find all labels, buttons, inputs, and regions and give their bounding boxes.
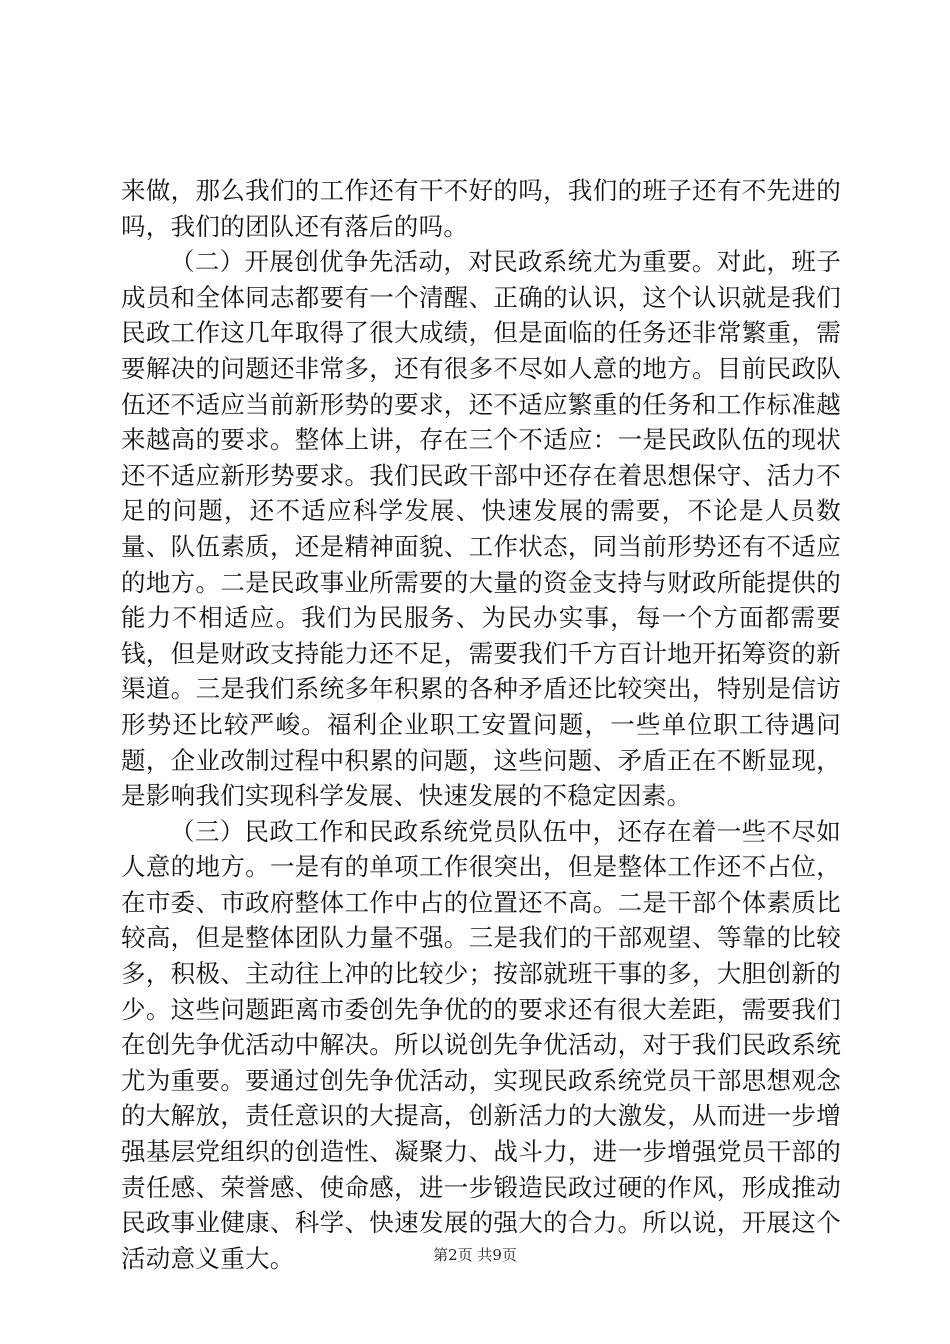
document-body — [121, 173, 841, 1276]
paragraph-section-two: （二）开展创优争先活动，对民政系统尤为重要。对此，班子成员和全体同志都要有一个清醒、正确的认识，这个认识就是我们民政工作这几年取得了很大成绩，但是面临的任务还非常繁重，需要解决的问题还非常多，还有很多不尽如人意的地方。目前民政队伍还不适应当前新形势的要求，还不适应繁重的任务和工作标准越来越高的要求。整体上讲，存在三个不适应：一是民政队伍的现状还不适应新形势要求。我们民政干部中还存在着思想保守、活力不足的问题，还不适应科学发展、快速发展的需要，不论是人员数量、队伍素质，还是精神面貌、工作状态，同当前形势还有不适应的地方。二是民政事业所需要的大量的资金支持与财政所能提供的能力不相适应。我们为民服务、为民办实事，每一个方面都需要钱，但是财政支持能力还不足，需要我们千方百计地开拓筹资的新渠道。三是我们系统多年积累的各种矛盾还比较突出，特别是信访形势还比较严峻。福利企业职工安置问题，一些单位职工待遇问题，企业改制过程中积累的问题，这些问题、矛盾正在不断显现，是影响我们实现科学发展、快速发展的不稳定因素。 — [121, 247, 841, 811]
paragraph-section-three: （三）民政工作和民政系统党员队伍中，还存在着一些不尽如人意的地方。一是有的单项工作很突出，但是整体工作还不占位，在市委、市政府整体工作中占的位置还不高。二是干部个体素质比较高，但是整体团队力量不强。三是我们的干部观望、等靠的比较多，积极、主动往上冲的比较少；按部就班干事的多，大胆创新的少。这些问题距离市委创先争优的的要求还有很大差距，需要我们在创先争优活动中解决。所以说创先争优活动，对于我们民政系统尤为重要。要通过创先争优活动，实现民政系统党员干部思想观念的大解放，责任意识的大提高，创新活力的大激发，从而进一步增强基层党组织的创造性、凝聚力、战斗力，进一步增强党员干部的责任感、荣誉感、使命感，进一步锻造民政过硬的作风，形成推动民政事业健康、科学、快速发展的强大的合力。所以说，开展这个活动意义重大。 — [121, 816, 841, 1273]
paragraph-continuation: 来做，那么我们的工作还有干不好的吗，我们的班子还有不先进的吗，我们的团队还有落后的吗。 — [121, 176, 841, 241]
page-number-footer: 第2页 共9页 — [433, 1246, 517, 1264]
